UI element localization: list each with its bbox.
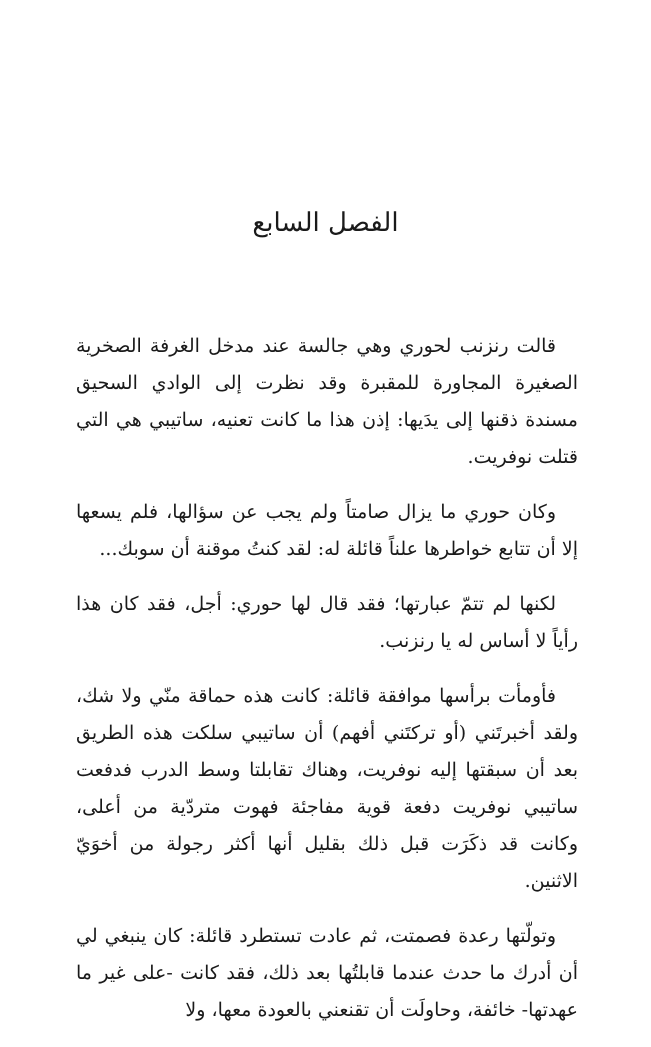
paragraph: قالت رنزنب لحوري وهي جالسة عند مدخل الغرفة الصخرية الصغيرة المجاورة للمقبرة وقد نظرت إلى الوادي السحيق مسندة ذقنها إلى يدَيها: إذن هذا ما كانت تعنيه، ساتيبي هي التي قتلت نوفريت. bbox=[76, 335, 578, 468]
paragraph: لكنها لم تتمّ عبارتها؛ فقد قال لها حوري: أجل، فقد كان هذا رأياً لا أساس له يا رنزنب. bbox=[76, 593, 578, 652]
paragraph: وكان حوري ما يزال صامتاً ولم يجب عن سؤالها، فلم يسعها إلا أن تتابع خواطرها علناً قائلة له: لقد كنتُ موقنة أن سوبك... bbox=[76, 501, 578, 560]
chapter-body bbox=[76, 328, 578, 1047]
paragraph: وتولّتها رعدة فصمتت، ثم عادت تستطرد قائلة: كان ينبغي لي أن أدرك ما حدث عندما قابلتُها بعد ذلك، فقد كانت -على غير ما عهدتها- خائفة، وحاولَت أن تقنعني بالعودة معها، ولا bbox=[76, 925, 578, 1021]
chapter-title: الفصل السابع bbox=[252, 208, 399, 238]
paragraph: فأومأت برأسها موافقة قائلة: كانت هذه حماقة منّي ولا شك، ولقد أخبرتَني (أو تركتَني أفهم) أن ساتيبي سلكت هذه الطريق بعد أن سبقتها إليه نوفريت، وهناك تقابلتا وسط الدرب فدفعت ساتيبي نوفريت دفعة قوية مفاجئة فهوت متردّية من أعلى، وكانت قد ذكَرَت قبل ذلك بقليل أنها أكثر رجولة من أخوَيّ الاثنين. bbox=[76, 685, 578, 892]
